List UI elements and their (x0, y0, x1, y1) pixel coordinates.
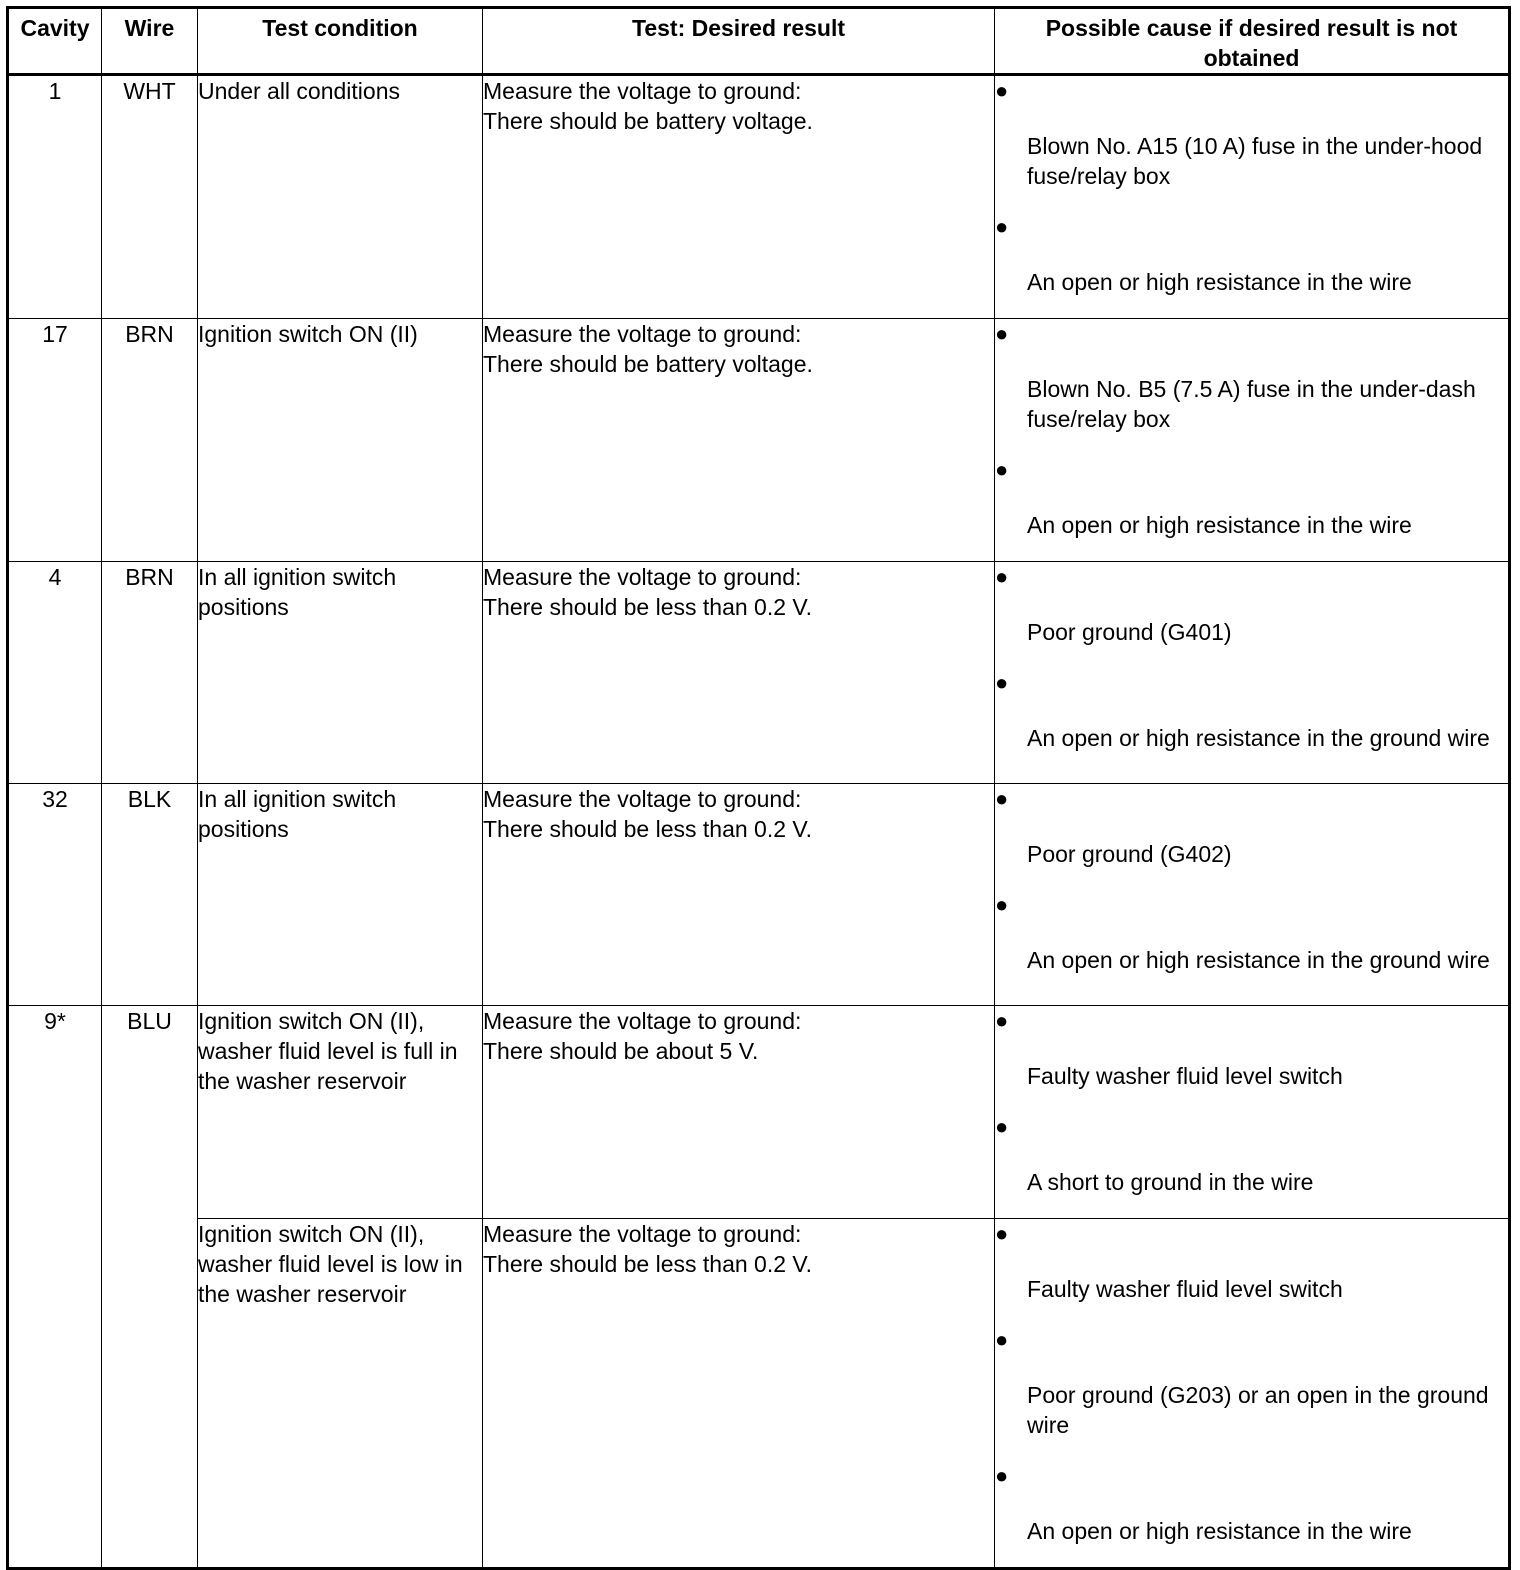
cavity-cell: 17 (8, 319, 102, 562)
bullet-icon: ● (995, 457, 1009, 482)
connector-test-table (6, 6, 1511, 1570)
cause-text: An open or high resistance in the wire (1027, 269, 1412, 295)
header-possible-cause: Possible cause if desired result is not obtained (995, 8, 1510, 75)
wire-cell: BLU (102, 1006, 198, 1569)
cause-cell (995, 75, 1510, 319)
cause-text: Poor ground (G203) or an open in the ground wire (1027, 1382, 1489, 1438)
result-line: Measure the voltage to ground: (483, 1008, 802, 1034)
cause-text: An open or high resistance in the wire (1027, 512, 1412, 538)
bullet-icon: ● (995, 1221, 1009, 1246)
bullet-icon: ● (995, 564, 1009, 589)
cause-text: Faulty washer fluid level switch (1027, 1063, 1343, 1089)
cause-item (995, 668, 1508, 753)
condition-cell: Under all conditions (198, 75, 483, 319)
condition-cell: Ignition switch ON (II), washer fluid level is full in the washer reservoir (198, 1006, 483, 1219)
header-wire: Wire (102, 8, 198, 75)
bullet-icon: ● (995, 321, 1009, 346)
cause-item (995, 455, 1508, 540)
result-line: Measure the voltage to ground: (483, 321, 802, 347)
cause-item (995, 1461, 1508, 1546)
header-row (8, 8, 1510, 75)
table-row (8, 1006, 1510, 1219)
table-row (8, 562, 1510, 784)
result-cell (483, 1219, 995, 1569)
condition-cell: Ignition switch ON (II), washer fluid level is low in the washer reservoir (198, 1219, 483, 1569)
cause-item (995, 1112, 1508, 1197)
result-line: Measure the voltage to ground: (483, 1221, 802, 1247)
bullet-icon: ● (995, 1114, 1009, 1139)
bullet-icon: ● (995, 892, 1009, 917)
cause-text: An open or high resistance in the wire (1027, 1518, 1412, 1544)
cavity-cell: 4 (8, 562, 102, 784)
bullet-icon: ● (995, 1327, 1009, 1352)
cause-text: Poor ground (G402) (1027, 841, 1232, 867)
cause-item (995, 212, 1508, 297)
header-test-condition: Test condition (198, 8, 483, 75)
cause-cell (995, 319, 1510, 562)
result-line: There should be battery voltage. (483, 108, 813, 134)
cause-text: Blown No. B5 (7.5 A) fuse in the under-dash fuse/relay box (1027, 376, 1476, 432)
condition-cell: Ignition switch ON (II) (198, 319, 483, 562)
result-cell (483, 319, 995, 562)
cause-item (995, 890, 1508, 975)
bullet-icon: ● (995, 786, 1009, 811)
cause-item (995, 562, 1508, 647)
bullet-icon: ● (995, 1463, 1009, 1488)
table-row (8, 75, 1510, 319)
cause-item (995, 784, 1508, 869)
table-row (8, 784, 1510, 1006)
header-desired-result: Test: Desired result (483, 8, 995, 75)
cause-text: An open or high resistance in the ground wire (1027, 947, 1490, 973)
cause-text: Poor ground (G401) (1027, 619, 1232, 645)
result-line: Measure the voltage to ground: (483, 78, 802, 104)
table-row (8, 1219, 1510, 1569)
bullet-icon: ● (995, 214, 1009, 239)
cause-text: Faulty washer fluid level switch (1027, 1276, 1343, 1302)
cavity-cell: 32 (8, 784, 102, 1006)
result-cell (483, 562, 995, 784)
header-cavity: Cavity (8, 8, 102, 75)
cavity-cell: 9* (8, 1006, 102, 1569)
cause-cell (995, 1006, 1510, 1219)
result-cell (483, 784, 995, 1006)
result-cell (483, 1006, 995, 1219)
cause-text: A short to ground in the wire (1027, 1169, 1314, 1195)
cavity-cell: 1 (8, 75, 102, 319)
result-line: There should be less than 0.2 V. (483, 594, 813, 620)
cause-text: Blown No. A15 (10 A) fuse in the under-hood fuse/relay box (1027, 133, 1483, 189)
result-line: There should be about 5 V. (483, 1038, 759, 1064)
condition-cell: In all ignition switch positions (198, 784, 483, 1006)
cause-text: An open or high resistance in the ground wire (1027, 725, 1490, 751)
bullet-icon: ● (995, 1008, 1009, 1033)
wire-cell: BRN (102, 562, 198, 784)
wire-cell: BRN (102, 319, 198, 562)
cause-item (995, 76, 1508, 191)
cause-item (995, 1219, 1508, 1304)
cause-item (995, 1006, 1508, 1091)
result-cell (483, 75, 995, 319)
result-line: Measure the voltage to ground: (483, 786, 802, 812)
cause-cell (995, 784, 1510, 1006)
cause-item (995, 319, 1508, 434)
result-line: There should be battery voltage. (483, 351, 813, 377)
result-line: There should be less than 0.2 V. (483, 1251, 813, 1277)
bullet-icon: ● (995, 78, 1009, 103)
wire-cell: BLK (102, 784, 198, 1006)
result-line: There should be less than 0.2 V. (483, 816, 813, 842)
cause-cell (995, 1219, 1510, 1569)
bullet-icon: ● (995, 670, 1009, 695)
condition-cell: In all ignition switch positions (198, 562, 483, 784)
wire-cell: WHT (102, 75, 198, 319)
cause-cell (995, 562, 1510, 784)
result-line: Measure the voltage to ground: (483, 564, 802, 590)
table-row (8, 319, 1510, 562)
cause-item (995, 1325, 1508, 1440)
